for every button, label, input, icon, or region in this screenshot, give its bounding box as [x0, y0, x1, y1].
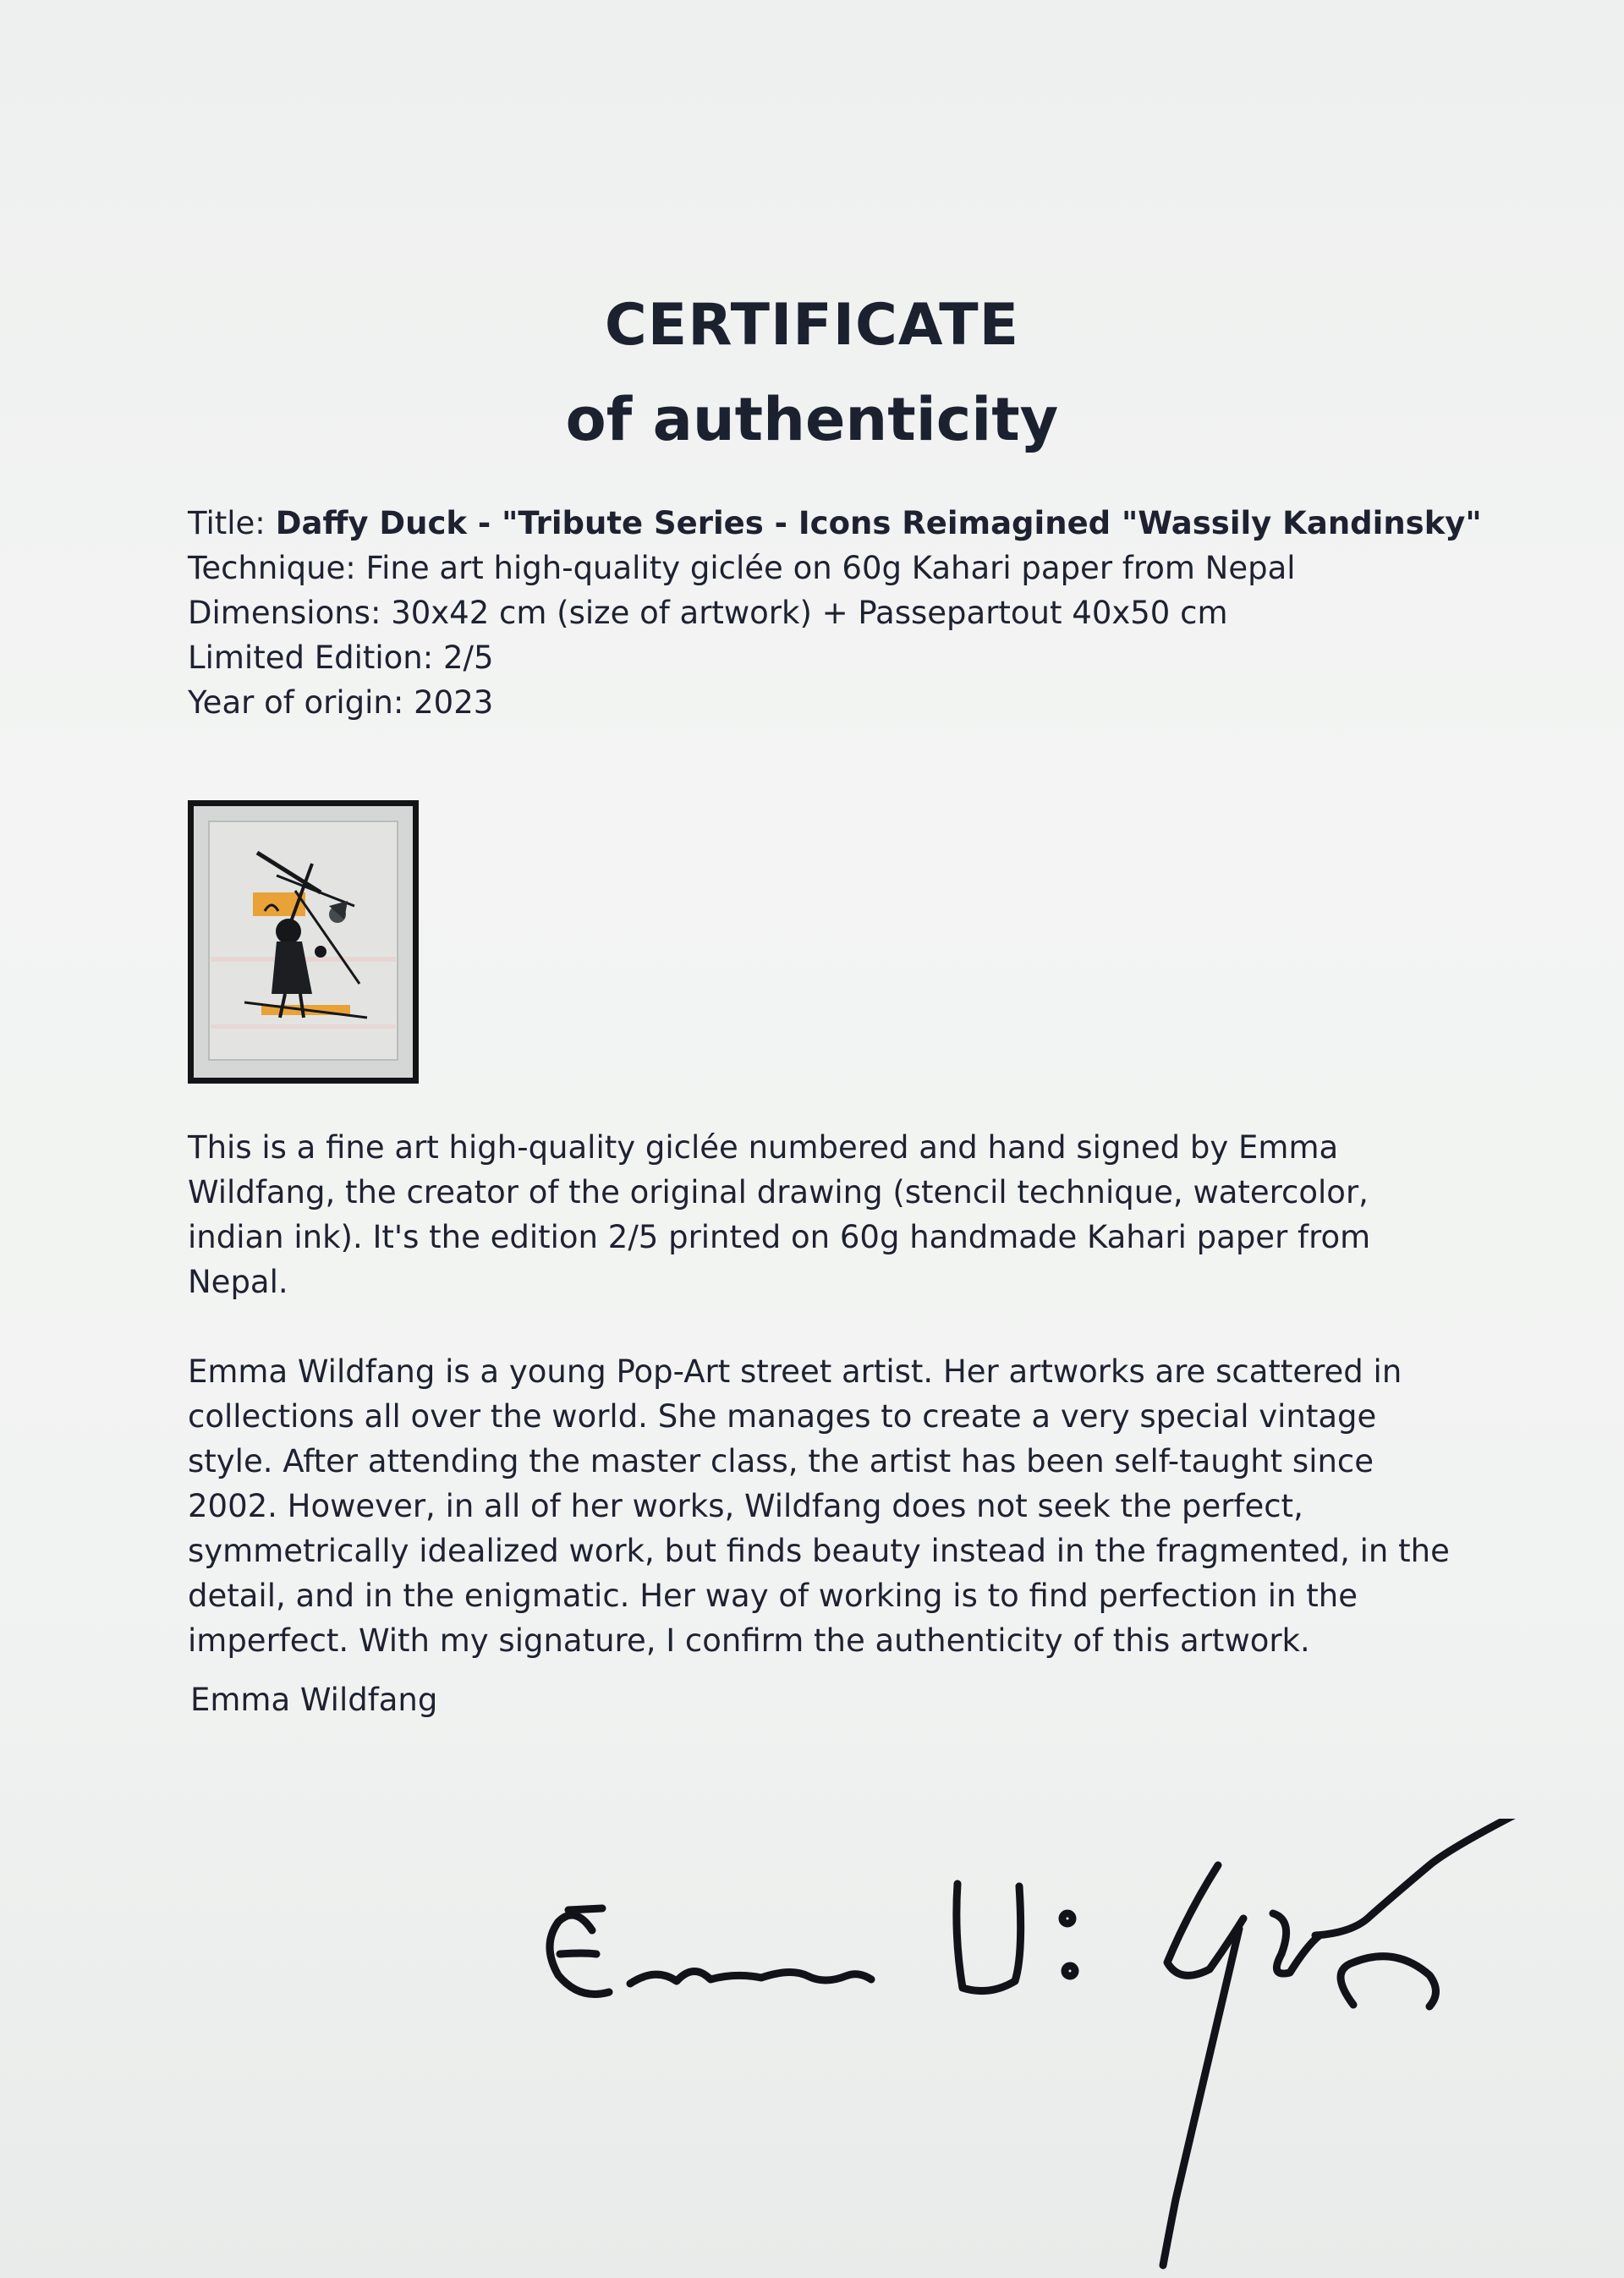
title-value: Daffy Duck - "Tribute Series - Icons Reimagined "Wassily Kandinsky" [275, 505, 1482, 541]
title-row [188, 501, 1482, 546]
artwork-thumbnail [188, 800, 419, 1084]
edition-label: Limited Edition: [188, 639, 434, 676]
edition-row [188, 635, 1457, 680]
edition-paragraph: This is a fine art high-quality giclée numbered and hand signed by Emma Wildfang, the creator of the original drawing (stencil technique, watercolor, indian ink). It's the edition 2/5 printed on 60g handmade Kahari paper from Nepal. [188, 1129, 1371, 1300]
technique-label: Technique: [188, 550, 356, 586]
artist-bio-paragraph: Emma Wildfang is a young Pop-Art street artist. Her artworks are scattered in collections all over the world. She manages to create a very special vintage style. After attending the master class, the artist has been self-taught since 2002. However, in all of her works, Wildfang does not seek the perfect, symmetrically idealized work, but finds beauty instead in the fragmented, in the detail, and in the enigmatic. Her way of working is to find perfection in the imperfect. With my signature, I confirm the authenticity of this artwork. [188, 1353, 1450, 1659]
dimensions-value: 30x42 cm (size of artwork) + Passepartout 40x50 cm [391, 595, 1228, 631]
year-label: Year of origin: [188, 684, 404, 721]
title-label: Title: [188, 505, 266, 541]
certificate-heading: CERTIFICATE [604, 292, 1020, 359]
edition-value: 2/5 [442, 639, 494, 676]
year-value: 2023 [414, 684, 494, 721]
dimensions-row [188, 590, 1457, 635]
technique-row [188, 546, 1457, 590]
framed-artwork-icon [194, 806, 413, 1078]
signature-icon [0, 1819, 1624, 2278]
year-row [188, 680, 1457, 725]
dimensions-label: Dimensions: [188, 595, 381, 631]
artist-name: Emma Wildfang [190, 1682, 438, 1718]
certificate-subheading: of authenticity [565, 385, 1059, 454]
artwork-details [188, 501, 1482, 725]
technique-value: Fine art high-quality giclée on 60g Kahari paper from Nepal [365, 550, 1296, 586]
